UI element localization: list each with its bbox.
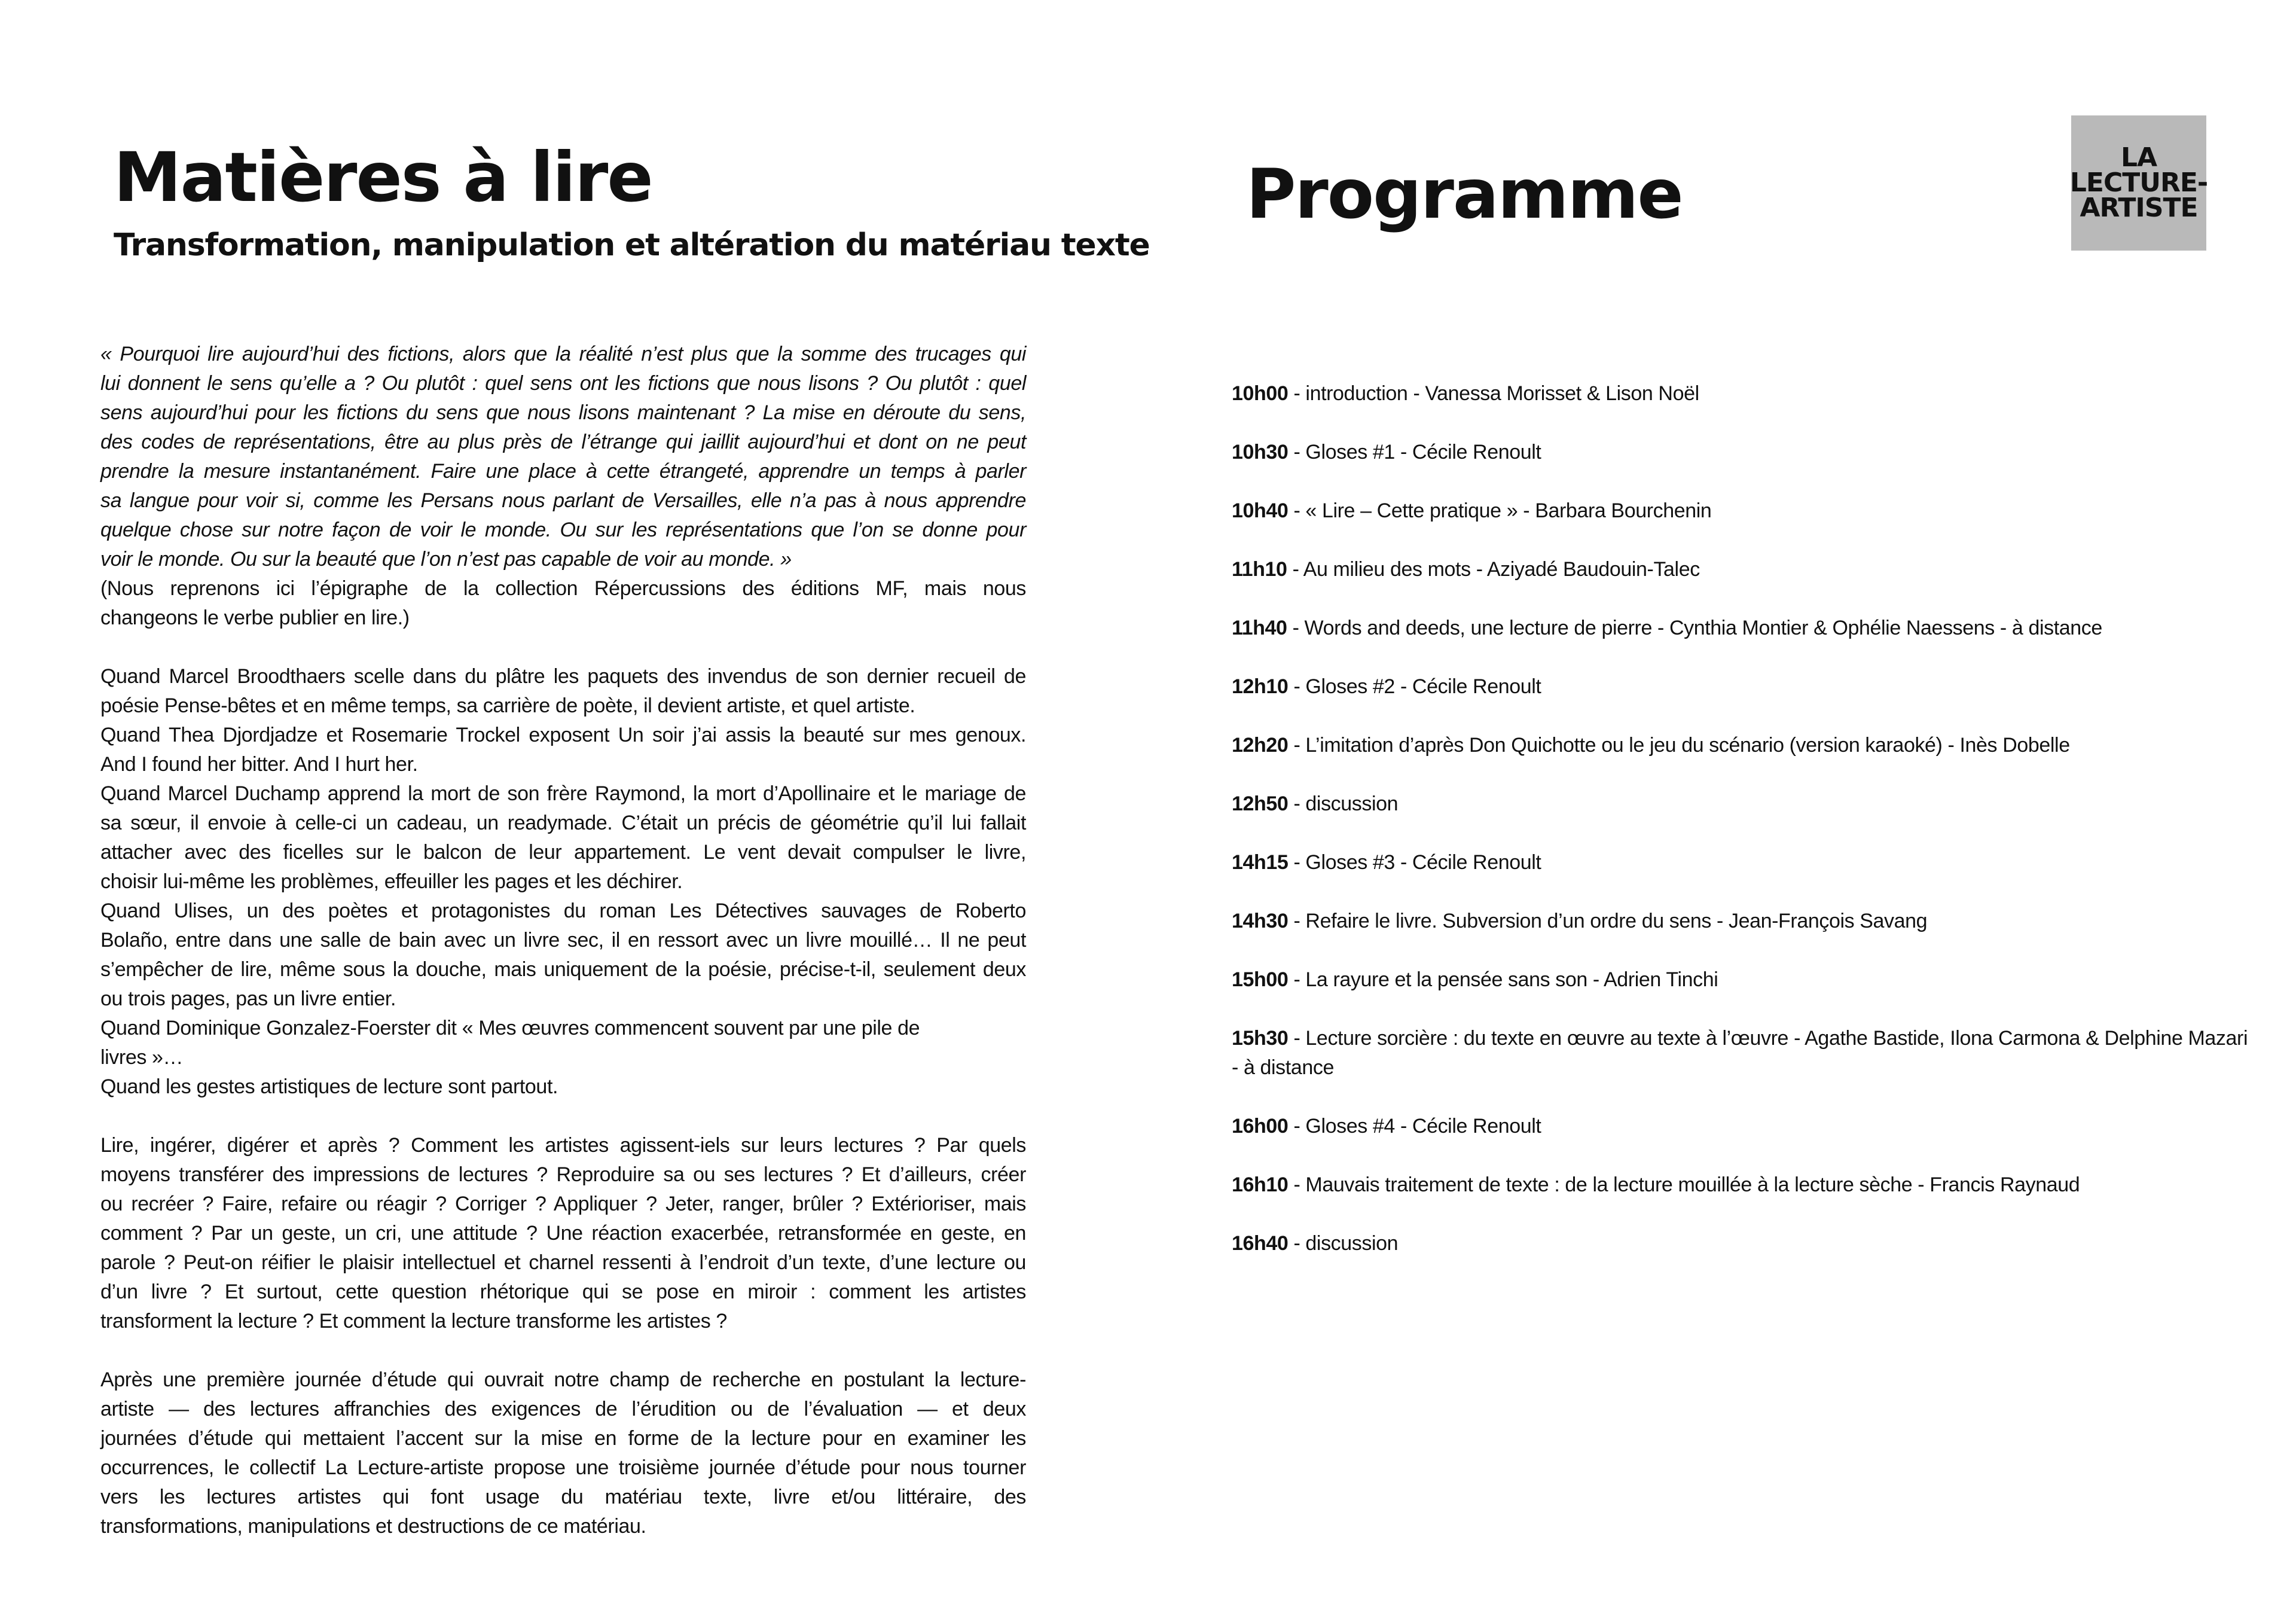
schedule-item (1232, 555, 2248, 584)
schedule-description: - Words and deeds, une lecture de pierre - Cynthia Montier & Ophélie Naessens - à distance (1287, 617, 2102, 639)
schedule-description: - Mauvais traitement de texte : de la lecture mouillée à la lecture sèche - Francis Raynaud (1288, 1173, 2080, 1196)
text-line: attacher avec des ficelles sur le balcon de leur appartement. Le vent devait compulser le livre, (100, 841, 1026, 864)
schedule-time: 15h00 (1232, 968, 1289, 991)
schedule-time: 14h30 (1232, 910, 1289, 932)
text-line: lui donnent le sens qu’elle a ? Ou plutôt : quel sens ont les fictions que nous lisons ? Ou plutôt : quel (100, 372, 1026, 395)
text-line: d’un livre ? Et surtout, cette question rhétorique qui se pose en miroir : comment les artistes (100, 1280, 1026, 1303)
text-line: livres »… (100, 1046, 184, 1069)
text-line: voir le monde. Ou sur la beauté que l’on n’est pas capable de voir au monde. » (100, 548, 792, 571)
schedule-description: - Au milieu des mots - Aziyadé Baudouin-Talec (1287, 558, 1700, 581)
text-line: (Nous reprenons ici l’épigraphe de la collection Répercussions des éditions MF, mais nous (100, 577, 1026, 600)
text-line: ou trois pages, pas un livre entier. (100, 987, 396, 1010)
text-line: comment ? Par un geste, un cri, une attitude ? Une réaction exacerbée, retransformée en geste, en (100, 1222, 1026, 1245)
programme-schedule (1232, 379, 2248, 1288)
schedule-description: - introduction - Vanessa Morisset & Lison Noël (1288, 382, 1699, 405)
schedule-description: - discussion (1288, 1232, 1399, 1255)
schedule-item (1232, 1229, 2248, 1258)
schedule-time: 10h00 (1232, 382, 1289, 405)
schedule-description: - L’imitation d’après Don Quichotte ou le jeu du scénario (version karaoké) - Inès Dobelle (1288, 734, 2070, 757)
text-line: quelque chose sur notre façon de voir le monde. Ou sur les représentations que l’on se donne pour (100, 519, 1026, 541)
programme-title: Programme (1246, 154, 1683, 234)
text-line: prendre la mesure instantanément. Faire une place à cette étrangeté, apprendre un temps à parler (100, 460, 1026, 483)
text-line: artiste — des lectures affranchies des exigences de l’érudition ou de l’évaluation — et deux (100, 1398, 1026, 1420)
text-line: vers les lectures artistes qui font usage du matériau texte, livre et/ou littéraire, des (100, 1486, 1026, 1508)
text-line: journées d’étude qui mettaient l’accent sur la mise en forme de la lecture pour en examiner les (100, 1427, 1026, 1450)
text-line: moyens transférer des impressions de lectures ? Reproduire sa ou ses lectures ? Et d’ailleurs, créer (100, 1163, 1026, 1186)
text-line: Quand Thea Djordjadze et Rosemarie Trockel exposent Un soir j’ai assis la beauté sur mes genoux. (100, 724, 1026, 746)
schedule-item (1232, 614, 2248, 643)
text-line: Quand les gestes artistiques de lecture sont partout. (100, 1075, 558, 1098)
quote-paragraph (100, 340, 1026, 633)
page-title: Matières à lire (114, 138, 652, 217)
schedule-item (1232, 438, 2248, 467)
text-line: Quand Marcel Duchamp apprend la mort de son frère Raymond, la mort d’Apollinaire et le mariage de (100, 782, 1026, 805)
text-line: ou recréer ? Faire, refaire ou réagir ? Corriger ? Appliquer ? Jeter, ranger, brûler ? Extérioriser, mais (100, 1193, 1026, 1215)
text-line: choisir lui-même les problèmes, effeuiller les pages et les déchirer. (100, 870, 683, 893)
schedule-item (1232, 965, 2248, 995)
schedule-item (1232, 1112, 2248, 1141)
la-lecture-artiste-logo (2071, 115, 2206, 251)
schedule-item (1232, 907, 2248, 936)
text-line: occurrences, le collectif La Lecture-artiste propose une troisième journée d’étude pour nous tourner (100, 1456, 1026, 1479)
schedule-time: 12h20 (1232, 734, 1289, 757)
text-line: Quand Marcel Broodthaers scelle dans du plâtre les paquets des invendus de son dernier recueil de (100, 665, 1026, 688)
schedule-item (1232, 672, 2248, 702)
schedule-description: - Gloses #2 - Cécile Renoult (1288, 675, 1541, 698)
text-line: poésie Pense-bêtes et en même temps, sa carrière de poète, il devient artiste, et quel artiste. (100, 694, 915, 717)
schedule-item (1232, 1170, 2248, 1200)
schedule-time: 11h10 (1232, 558, 1287, 581)
schedule-time: 15h30 (1232, 1027, 1289, 1050)
quand-paragraph (100, 662, 1026, 1102)
text-line: des codes de représentations, être au plus près de l’étrange qui jaillit aujourd’hui et dont on ne peut (100, 431, 1026, 453)
schedule-time: 12h10 (1232, 675, 1289, 698)
logo-text: LA LECTURE- ARTISTE (2069, 142, 2208, 223)
schedule-description: - La rayure et la pensée sans son - Adrien Tinchi (1288, 968, 1718, 991)
text-line: sa langue pour voir si, comme les Persans nous parlant de Versailles, elle n’a pas à nous apprendre (100, 489, 1026, 512)
schedule-description: - « Lire – Cette pratique » - Barbara Bourchenin (1288, 499, 1712, 522)
epigraph-quote (100, 340, 1026, 574)
closing-paragraph (100, 1365, 1026, 1541)
text-line: transformations, manipulations et destructions de ce matériau. (100, 1515, 646, 1538)
schedule-time: 10h40 (1232, 499, 1289, 522)
schedule-item (1232, 496, 2248, 526)
text-line: Quand Ulises, un des poètes et protagonistes du roman Les Détectives sauvages de Roberto (100, 900, 1026, 922)
text-line: Après une première journée d’étude qui ouvrait notre champ de recherche en postulant la lecture- (100, 1368, 1026, 1391)
text-line: transforment la lecture ? Et comment la lecture transforme les artistes ? (100, 1310, 727, 1333)
schedule-description: - Refaire le livre. Subversion d’un ordre du sens - Jean-François Savang (1288, 910, 1928, 932)
schedule-item (1232, 789, 2248, 819)
schedule-description: - Gloses #4 - Cécile Renoult (1288, 1115, 1541, 1138)
schedule-description: - Gloses #3 - Cécile Renoult (1288, 851, 1541, 874)
schedule-time: 16h00 (1232, 1115, 1289, 1138)
questions-paragraph (100, 1131, 1026, 1336)
epigraph-note (100, 574, 1026, 633)
schedule-item (1232, 1024, 2248, 1083)
text-line: sa sœur, il envoie à celle-ci un cadeau, un readymade. C’était un précis de géométrie qu’il lui fallait (100, 812, 1026, 834)
text-line: And I found her bitter. And I hurt her. (100, 753, 418, 776)
schedule-item (1232, 731, 2248, 760)
text-line: s’empêcher de lire, même sous la douche, mais uniquement de la poésie, précise-t-il, seulement deux (100, 958, 1026, 981)
schedule-time: 14h15 (1232, 851, 1289, 874)
text-line: « Pourquoi lire aujourd’hui des fictions, alors que la réalité n’est plus que la somme des trucages qui (100, 343, 1026, 365)
text-line: parole ? Peut-on réifier le plaisir intellectuel et charnel ressenti à l’endroit d’un texte, d’une lecture ou (100, 1251, 1026, 1274)
schedule-item (1232, 848, 2248, 877)
text-line: Quand Dominique Gonzalez-Foerster dit « Mes œuvres commencent souvent par une pile de (100, 1017, 920, 1039)
text-line: Bolaño, entre dans une salle de bain avec un livre sec, il en ressort avec un livre mouillé… Il ne peut (100, 929, 1026, 952)
text-line: Lire, ingérer, digérer et après ? Comment les artistes agissent-iels sur leurs lectures ? Par quels (100, 1134, 1026, 1157)
schedule-time: 11h40 (1232, 617, 1287, 639)
intro-text (100, 340, 1026, 1571)
schedule-item (1232, 379, 2248, 408)
text-line: changeons le verbe publier en lire.) (100, 606, 410, 629)
schedule-description: - discussion (1288, 792, 1399, 815)
page-subtitle: Transformation, manipulation et altération du matériau texte (114, 227, 1150, 263)
schedule-time: 10h30 (1232, 441, 1289, 464)
schedule-description: - Lecture sorcière : du texte en œuvre au texte à l’œuvre - Agathe Bastide, Ilona Carmona & Delphine Mazari - à distance (1232, 1027, 2248, 1079)
schedule-time: 16h10 (1232, 1173, 1289, 1196)
text-line: sens aujourd’hui pour les fictions du sens que nous lisons maintenant ? La mise en déroute du sens, (100, 401, 1026, 424)
schedule-time: 12h50 (1232, 792, 1289, 815)
schedule-description: - Gloses #1 - Cécile Renoult (1288, 441, 1541, 464)
schedule-time: 16h40 (1232, 1232, 1289, 1255)
